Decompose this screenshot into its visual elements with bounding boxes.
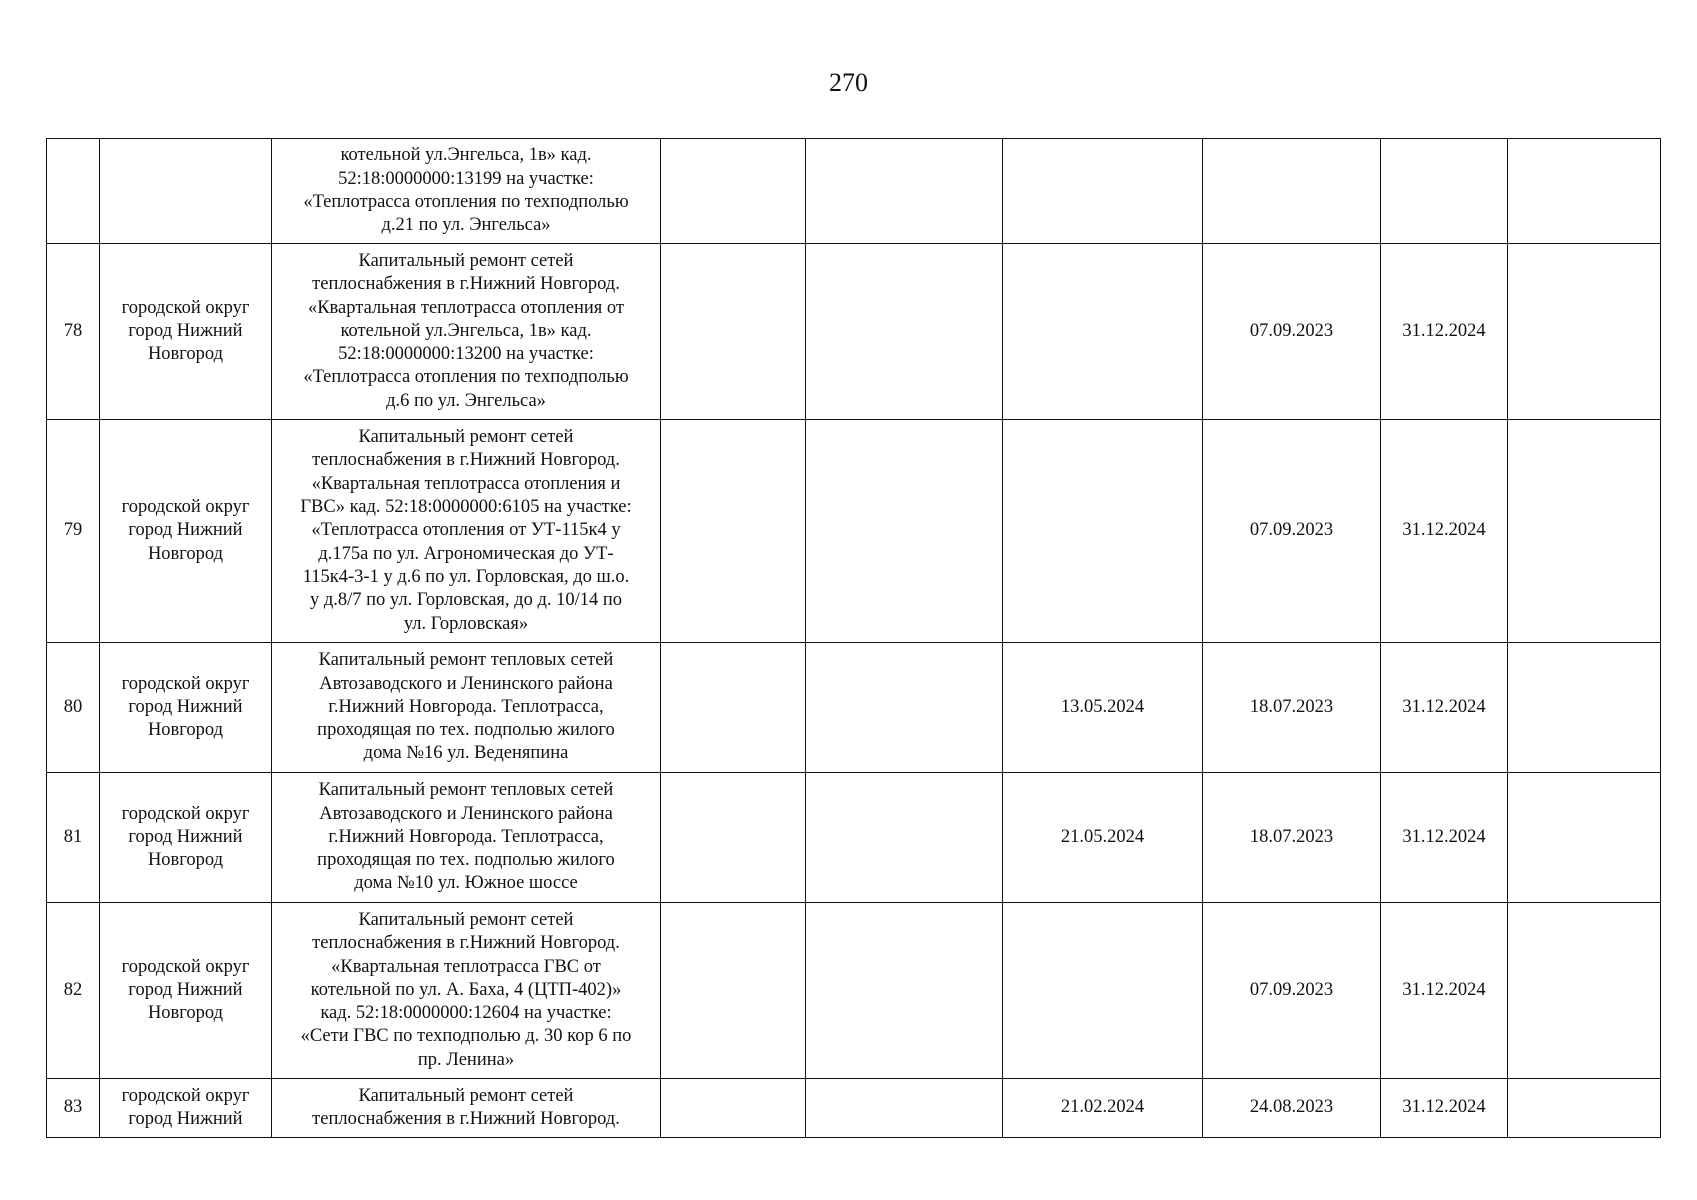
description-line: дома №16 ул. Веденяпина xyxy=(363,743,569,764)
column-9-cell xyxy=(1508,643,1661,773)
municipality-line: город Нижний xyxy=(128,320,243,341)
description-line: проходящая по тех. подполью жилого xyxy=(317,850,615,871)
description-line: «Квартальная теплотрасса ГВС от xyxy=(331,956,601,977)
date-3-cell: 31.12.2024 xyxy=(1381,420,1508,643)
description-line: «Квартальная теплотрасса отопления от xyxy=(307,297,625,318)
date-3-cell: 31.12.2024 xyxy=(1381,773,1508,903)
description-line: «Теплотрасса отопления по техподполью xyxy=(303,367,629,388)
municipality-cell xyxy=(100,643,272,773)
row-number-cell: 82 xyxy=(47,903,100,1079)
description-line: котельной ул.Энгельса, 1в» кад. xyxy=(340,320,592,341)
municipality-line: город Нижний xyxy=(128,696,243,717)
table-row xyxy=(47,773,1661,903)
description-cell xyxy=(272,643,661,773)
date-1-cell xyxy=(1003,903,1203,1079)
description-line: «Теплотрасса отопления по техподполью xyxy=(303,192,629,212)
municipality-cell xyxy=(100,773,272,903)
row-number-cell: 80 xyxy=(47,643,100,773)
description-line: у д.8/7 по ул. Горловская, до д. 10/14 по xyxy=(309,590,623,611)
table-row xyxy=(47,643,1661,773)
row-number-cell: 83 xyxy=(47,1079,100,1138)
description-line: Капитальный ремонт сетей xyxy=(358,1085,574,1106)
column-5-cell xyxy=(806,139,1003,244)
description-line: теплоснабжения в г.Нижний Новгород. xyxy=(312,450,620,471)
description-line: котельной ул.Энгельса, 1в» кад. xyxy=(340,145,592,166)
municipality-cell xyxy=(100,903,272,1079)
description-line: кад. 52:18:0000000:12604 на участке: xyxy=(320,1003,612,1024)
column-9-cell xyxy=(1508,139,1661,244)
description-line: пр. Ленина» xyxy=(417,1049,515,1070)
municipality-line: город Нижний xyxy=(128,979,243,1000)
table-row xyxy=(47,139,1661,244)
municipality-line: Новгород xyxy=(147,1003,224,1024)
description-line: «Сети ГВС по техподполью д. 30 кор 6 по xyxy=(300,1026,632,1047)
description-cell xyxy=(272,1079,661,1138)
date-2-cell: 18.07.2023 xyxy=(1203,773,1381,903)
description-line: котельной по ул. А. Баха, 4 (ЦТП-402)» xyxy=(310,979,622,1000)
description-line: г.Нижний Новгорода. Теплотрасса, xyxy=(328,826,604,847)
municipality-cell xyxy=(100,1079,272,1138)
description-line: Автозаводского и Ленинского района xyxy=(319,803,613,824)
row-number-cell xyxy=(47,139,100,244)
column-5-cell xyxy=(806,773,1003,903)
description-line: Капитальный ремонт тепловых сетей xyxy=(318,650,614,671)
municipality-line: городской округ xyxy=(121,1085,250,1106)
description-line: Капитальный ремонт сетей xyxy=(358,427,574,448)
column-9-cell xyxy=(1508,1079,1661,1138)
date-1-cell xyxy=(1003,420,1203,643)
description-line: дома №10 ул. Южное шоссе xyxy=(354,873,578,894)
municipality-cell xyxy=(100,244,272,420)
municipality-line: городской округ xyxy=(121,297,250,318)
municipality-line: городской округ xyxy=(121,803,250,824)
municipality-line: Новгород xyxy=(147,344,224,365)
column-4-cell xyxy=(661,903,806,1079)
column-4-cell xyxy=(661,643,806,773)
description-cell xyxy=(272,903,661,1079)
municipality-cell xyxy=(100,139,272,244)
column-4-cell xyxy=(661,773,806,903)
date-3-cell: 31.12.2024 xyxy=(1381,903,1508,1079)
row-number-cell: 81 xyxy=(47,773,100,903)
description-line: «Теплотрасса отопления от УТ-115к4 у xyxy=(311,520,621,541)
date-1-cell: 13.05.2024 xyxy=(1003,643,1203,773)
column-4-cell xyxy=(661,1079,806,1138)
municipality-line: город Нижний xyxy=(128,1109,243,1129)
municipality-line: городской округ xyxy=(121,956,250,977)
municipality-cell xyxy=(100,420,272,643)
description-cell xyxy=(272,420,661,643)
description-line: г.Нижний Новгорода. Теплотрасса, xyxy=(328,696,604,717)
date-2-cell: 07.09.2023 xyxy=(1203,244,1381,420)
description-line: д.21 по ул. Энгельса» xyxy=(381,215,551,236)
municipality-line: город Нижний xyxy=(128,520,243,541)
date-2-cell: 07.09.2023 xyxy=(1203,420,1381,643)
description-line: д.175а по ул. Агрономическая до УТ- xyxy=(318,543,614,564)
description-line: Капитальный ремонт сетей xyxy=(358,909,574,930)
row-number-cell: 78 xyxy=(47,244,100,420)
column-5-cell xyxy=(806,903,1003,1079)
date-2-cell: 18.07.2023 xyxy=(1203,643,1381,773)
description-line: 115к4-3-1 у д.6 по ул. Горловская, до ш.о. xyxy=(302,566,630,587)
description-cell xyxy=(272,773,661,903)
description-line: теплоснабжения в г.Нижний Новгород. xyxy=(312,933,620,954)
date-1-cell: 21.02.2024 xyxy=(1003,1079,1203,1138)
description-line: 52:18:0000000:13200 на участке: xyxy=(338,344,594,365)
column-4-cell xyxy=(661,244,806,420)
description-cell xyxy=(272,244,661,420)
date-3-cell: 31.12.2024 xyxy=(1381,1079,1508,1138)
municipality-line: город Нижний xyxy=(128,826,243,847)
municipality-line: Новгород xyxy=(147,720,224,741)
description-line: д.6 по ул. Энгельса» xyxy=(386,390,546,411)
municipality-line: Новгород xyxy=(147,543,224,564)
column-9-cell xyxy=(1508,244,1661,420)
column-9-cell xyxy=(1508,773,1661,903)
column-9-cell xyxy=(1508,903,1661,1079)
description-line: теплоснабжения в г.Нижний Новгород. xyxy=(312,274,620,295)
date-3-cell: 31.12.2024 xyxy=(1381,244,1508,420)
page-number: 270 xyxy=(829,68,868,97)
description-line: Капитальный ремонт сетей xyxy=(358,250,574,271)
date-3-cell: 31.12.2024 xyxy=(1381,643,1508,773)
column-5-cell xyxy=(806,643,1003,773)
column-4-cell xyxy=(661,420,806,643)
municipality-line: Новгород xyxy=(147,850,224,871)
date-2-cell: 24.08.2023 xyxy=(1203,1079,1381,1138)
table-row xyxy=(47,420,1661,643)
works-table xyxy=(46,138,1661,1138)
date-1-cell xyxy=(1003,139,1203,244)
description-line: ул. Горловская» xyxy=(403,613,529,634)
table-row xyxy=(47,244,1661,420)
table-row xyxy=(47,903,1661,1079)
municipality-line: городской округ xyxy=(121,673,250,694)
table-row xyxy=(47,1079,1661,1138)
column-4-cell xyxy=(661,139,806,244)
row-number-cell: 79 xyxy=(47,420,100,643)
description-line: ГВС» кад. 52:18:0000000:6105 на участке: xyxy=(300,497,632,518)
date-2-cell: 07.09.2023 xyxy=(1203,903,1381,1079)
description-line: теплоснабжения в г.Нижний Новгород. xyxy=(312,1109,620,1129)
description-line: проходящая по тех. подполью жилого xyxy=(317,720,615,741)
column-9-cell xyxy=(1508,420,1661,643)
description-cell xyxy=(272,139,661,244)
municipality-line: городской округ xyxy=(121,497,250,518)
date-2-cell xyxy=(1203,139,1381,244)
description-line: 52:18:0000000:13199 на участке: xyxy=(338,168,594,189)
date-1-cell: 21.05.2024 xyxy=(1003,773,1203,903)
table-body xyxy=(47,139,1661,1138)
description-line: Автозаводского и Ленинского района xyxy=(319,673,613,694)
description-line: «Квартальная теплотрасса отопления и xyxy=(311,473,621,494)
date-1-cell xyxy=(1003,244,1203,420)
description-line: Капитальный ремонт тепловых сетей xyxy=(318,780,614,801)
column-5-cell xyxy=(806,244,1003,420)
date-3-cell xyxy=(1381,139,1508,244)
column-5-cell xyxy=(806,1079,1003,1138)
column-5-cell xyxy=(806,420,1003,643)
